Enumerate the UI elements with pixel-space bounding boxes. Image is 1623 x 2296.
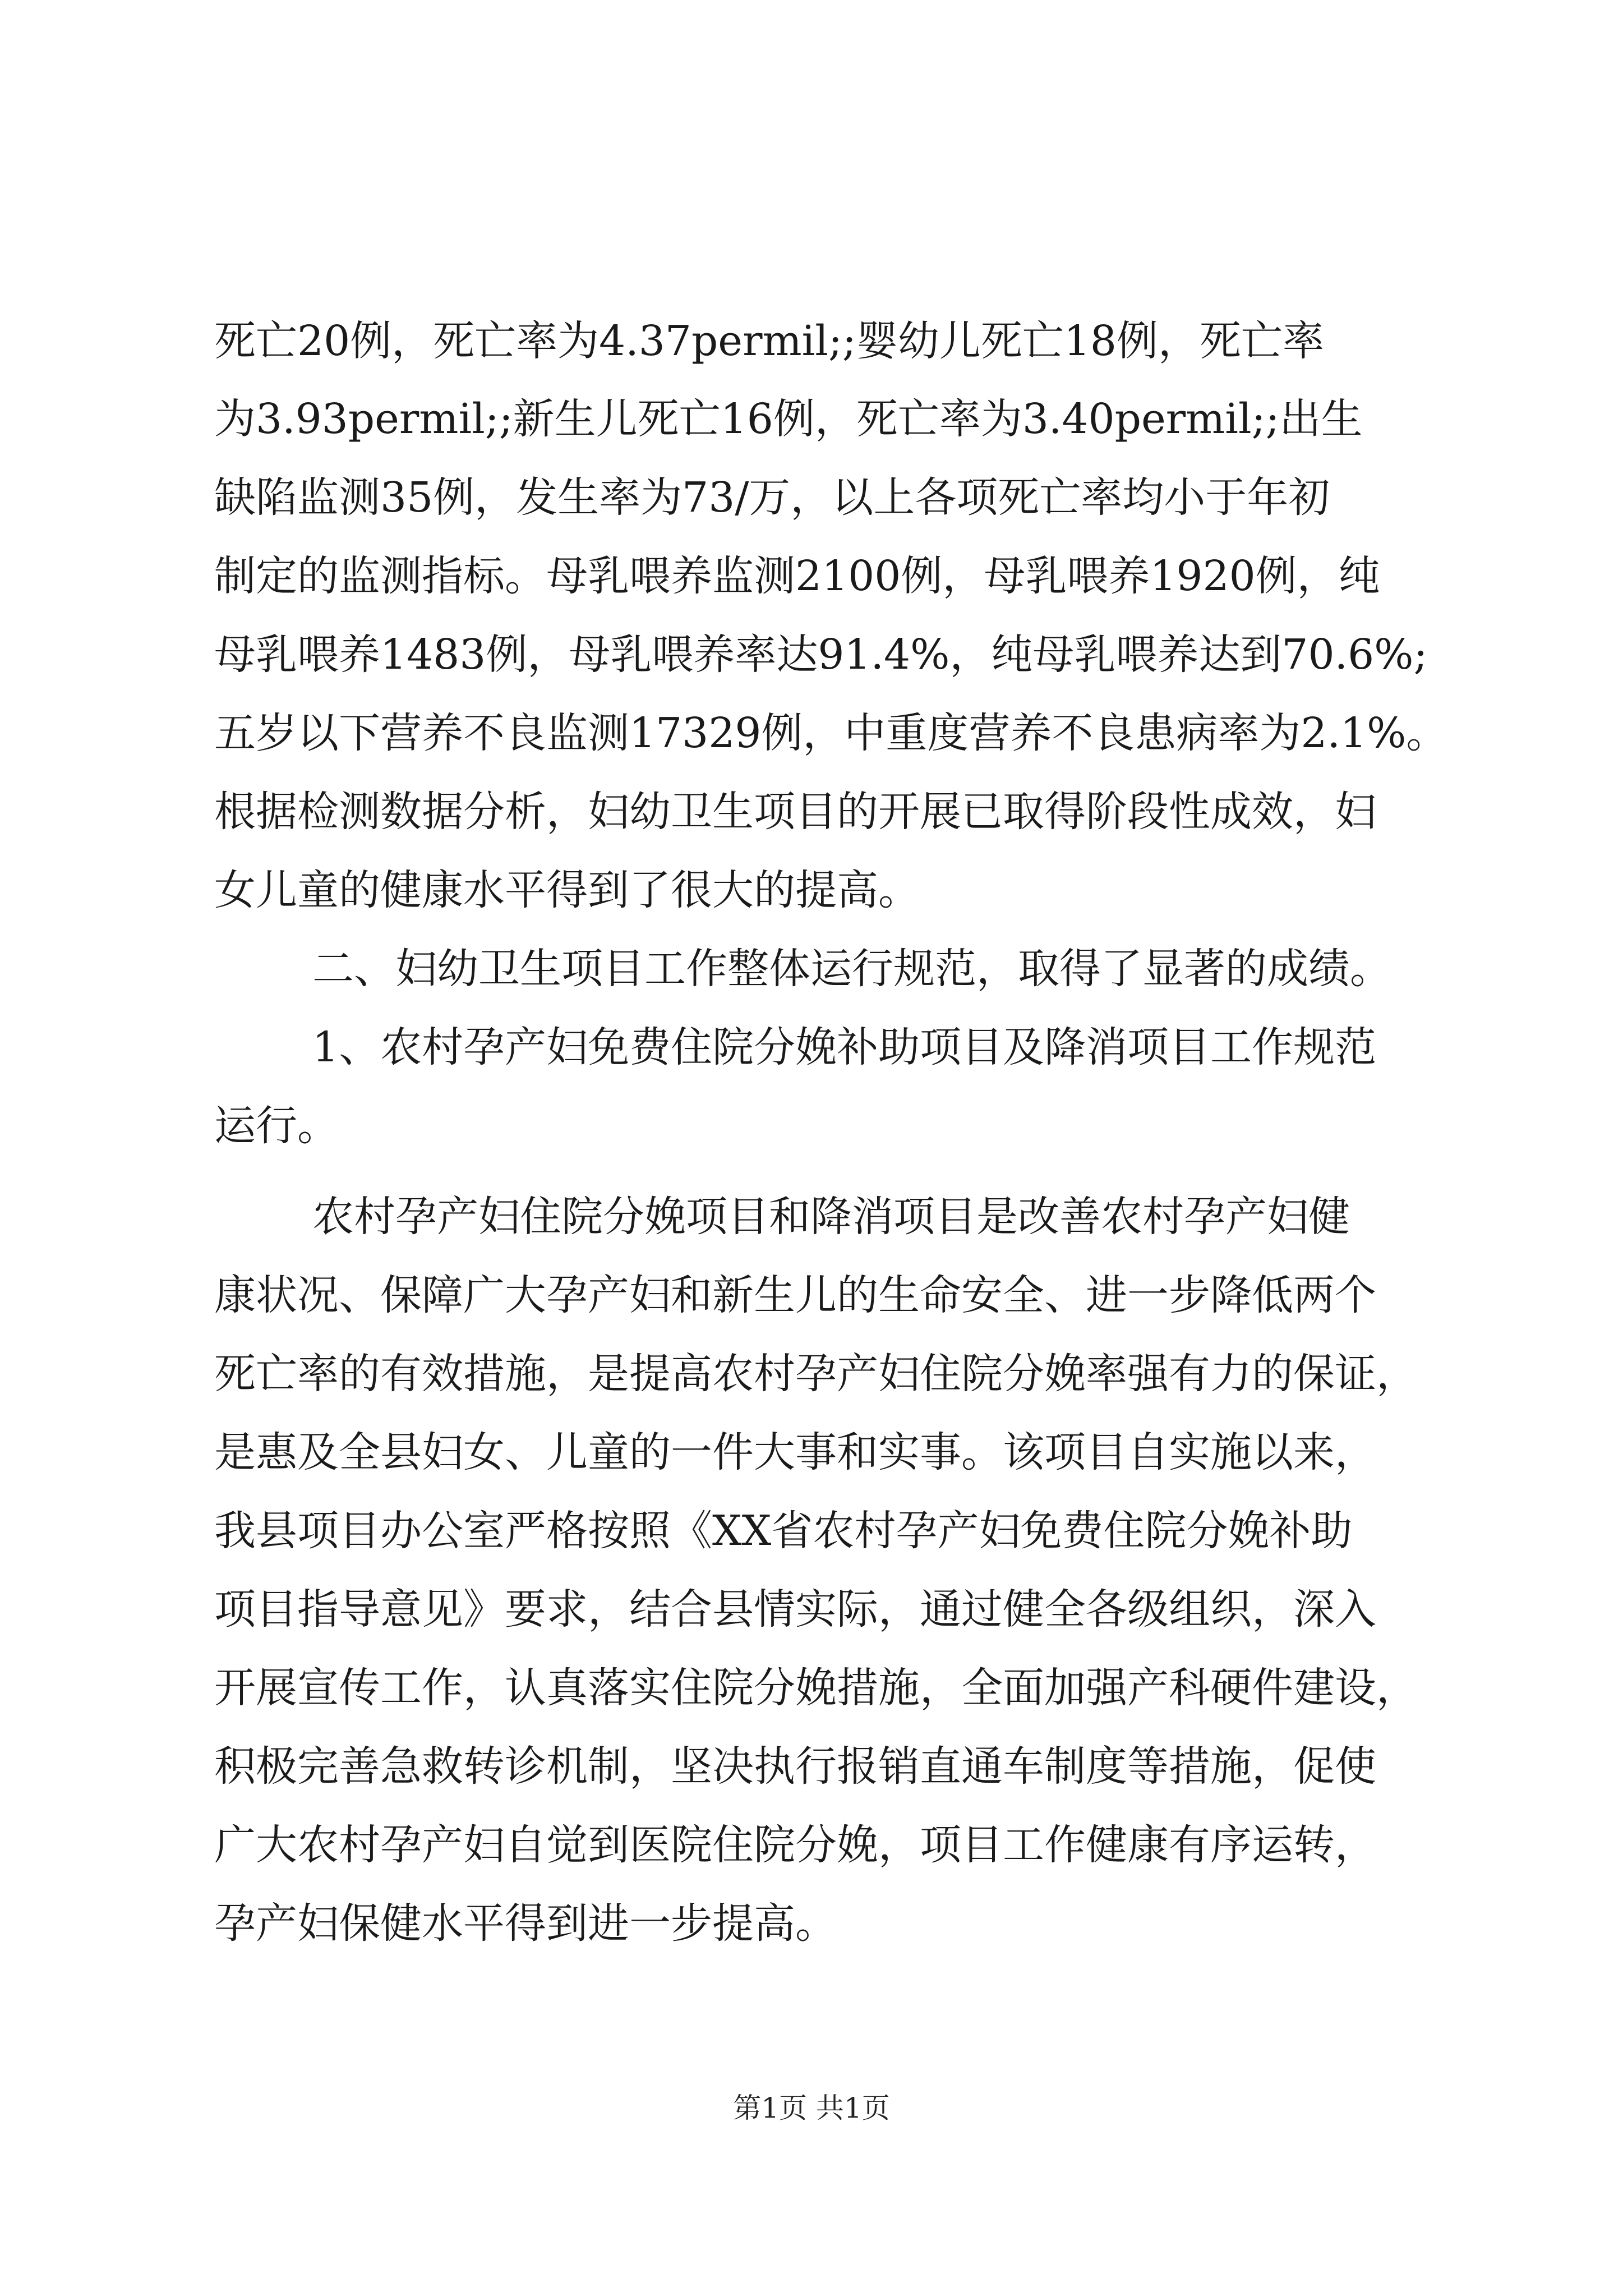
paragraph-line-6: 项目指导意见》要求，结合县情实际，通过健全各级组织，深入 <box>214 1585 1376 1634</box>
paragraph-line-4: 是惠及全县妇女、儿童的一件大事和实事。该项目自实施以来， <box>214 1428 1376 1476</box>
subsection-heading-cont: 运行。 <box>214 1102 339 1150</box>
page-footer: 第1页 共1页 <box>733 2092 890 2124</box>
subsection-heading: 1、农村孕产妇免费住院分娩补助项目及降消项目工作规范 <box>312 1023 1377 1071</box>
paragraph-line-3: 死亡率的有效措施，是提高农村孕产妇住院分娩率强有力的保证， <box>214 1350 1418 1398</box>
paragraph-line-8: 积极完善急救转诊机制，坚决执行报销直通车制度等措施，促使 <box>214 1742 1376 1791</box>
body-line-3: 缺陷监测35例，发生率为73/万，以上各项死亡率均小于年初 <box>214 473 1330 522</box>
paragraph-line-10: 孕产妇保健水平得到进一步提高。 <box>214 1899 837 1948</box>
section-heading: 二、妇幼卫生项目工作整体运行规范，取得了显著的成绩。 <box>312 945 1391 993</box>
body-line-8: 女儿童的健康水平得到了很大的提高。 <box>214 866 920 914</box>
paragraph-line-1: 农村孕产妇住院分娩项目和降消项目是改善农村孕产妇健 <box>312 1193 1350 1241</box>
paragraph-line-9: 广大农村孕产妇自觉到医院住院分娩，项目工作健康有序运转， <box>214 1821 1376 1869</box>
body-line-7: 根据检测数据分析，妇幼卫生项目的开展已取得阶段性成效，妇 <box>214 788 1376 836</box>
paragraph-line-5: 我县项目办公室严格按照《XX省农村孕产妇免费住院分娩补助 <box>214 1507 1353 1555</box>
paragraph-line-7: 开展宣传工作，认真落实住院分娩措施，全面加强产科硬件建设， <box>214 1664 1418 1712</box>
paragraph-line-2: 康状况、保障广大孕产妇和新生儿的生命安全、进一步降低两个 <box>214 1271 1376 1319</box>
body-line-2: 为3.93permil;;新生儿死亡16例，死亡率为3.40permil;;出生 <box>214 395 1363 443</box>
body-line-4: 制定的监测指标。母乳喂养监测2100例，母乳喂养1920例，纯 <box>214 552 1380 600</box>
body-line-6: 五岁以下营养不良监测17329例，中重度营养不良患病率为2.1%。 <box>214 709 1448 757</box>
body-line-5: 母乳喂养1483例，母乳喂养率达91.4%，纯母乳喂养达到70.6%; <box>214 631 1428 679</box>
body-line-1: 死亡20例，死亡率为4.37permil;;婴幼儿死亡18例，死亡率 <box>214 317 1324 365</box>
